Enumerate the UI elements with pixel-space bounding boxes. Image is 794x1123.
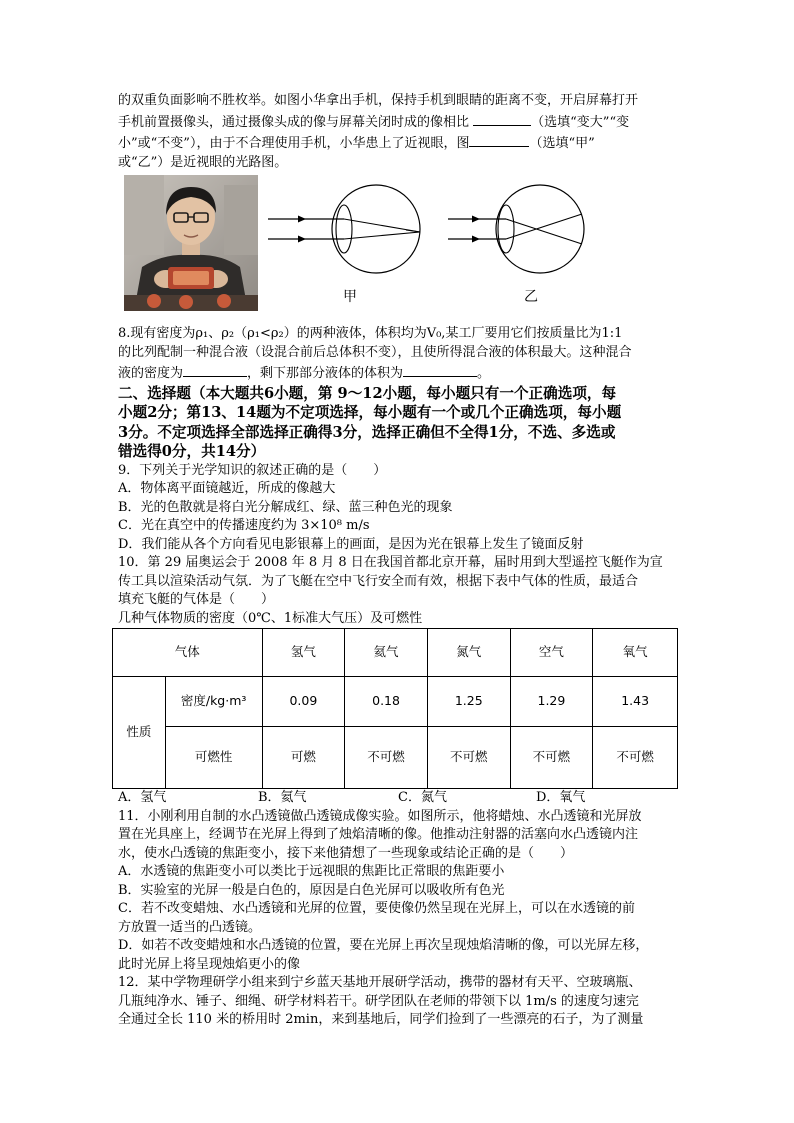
q10-line-1: 10．第 29 届奥运会于 2008 年 8 月 8 日在我国首都北京开幕，届时用到大型遥控飞艇作为宣 <box>118 555 663 570</box>
section-2-heading-line-2: 小题2分；第13、14题为不定项选择，每小题有一个或几个正确选项，每小题 <box>118 404 622 421</box>
flammability-cell: 不可燃 <box>593 727 678 789</box>
eye-diagram-yi <box>446 175 606 323</box>
q9-option-c: C．光在真空中的传播速度约为 3×10⁸ m/s <box>118 518 370 533</box>
q10-option-a: A．氢气 <box>118 790 167 805</box>
q12-line-1: 12．某中学物理研学小组来到宁乡蓝天基地开展研学活动，携带的器材有天平、空玻璃瓶、 <box>118 975 642 990</box>
q12-line-2: 几瓶纯净水、锤子、细绳、研学材料若干。研学团队在老师的带领下以 1m/s 的速度匀速完 <box>118 993 639 1009</box>
gas-name-cell: 氦气 <box>345 629 428 677</box>
density-cell: 1.25 <box>427 677 510 727</box>
q10-option-c: C．氮气 <box>398 790 447 805</box>
q10-option-d: D．氧气 <box>536 790 586 805</box>
q8-line-1: 8.现有密度为ρ₁、ρ₂（ρ₁<ρ₂）的两种液体，体积均为V₀,某工厂要用它们按质量比为1:1 <box>118 326 623 341</box>
flammability-cell: 不可燃 <box>427 727 510 789</box>
q11-option-a: A．水透镜的焦距变小可以类比于远视眼的焦距比正常眼的焦距要小 <box>118 864 505 879</box>
q8-answer-blank-1[interactable] <box>183 362 247 377</box>
q10-line-2: 传工具以渲染活动气氛．为了飞艇在空中飞行安全而有效，根据下表中气体的性质，最适合 <box>118 573 639 589</box>
flammability-label-cell: 可燃性 <box>165 727 262 789</box>
q10-options <box>118 789 678 808</box>
density-cell: 0.18 <box>345 677 428 727</box>
gas-property-table <box>112 628 678 789</box>
figure-label-jia: 甲 <box>343 289 357 305</box>
q11-line-2: 置在光具座上，经调节在光屏上得到了烛焰清晰的像。他推动注射器的活塞向水凸透镜内注 <box>118 827 639 842</box>
q12-line-3: 全通过全长 110 米的桥用时 2min，来到基地后，同学们捡到了一些漂亮的石子，为了测量 <box>118 1012 644 1027</box>
q10-table-caption: 几种气体物质的密度（0℃、1标准大气压）及可燃性 <box>118 610 423 626</box>
photo-boy-with-phone <box>124 175 258 311</box>
worksheet-page <box>118 92 678 1030</box>
q9-option-a: A．物体离平面镜越近，所成的像越大 <box>118 481 336 496</box>
q7-line-2 <box>118 111 678 133</box>
gas-name-cell: 氮气 <box>427 629 510 677</box>
property-label-cell: 性质 <box>113 677 166 789</box>
q7-figure-row <box>118 175 678 323</box>
section-2-heading-line-3: 3分。不定项选择全部选择正确得3分，选择正确但不全得1分，不选、多选或 <box>118 423 616 441</box>
density-cell: 1.43 <box>593 677 678 727</box>
q7-line-2-tail: （选填“变大”“变 <box>531 114 630 130</box>
q7-line-3-tail: （选填“甲” <box>529 136 595 151</box>
q8-line-3-c: 。 <box>477 366 491 381</box>
flammability-cell: 不可燃 <box>345 727 428 789</box>
table-row <box>113 629 678 677</box>
q7-answer-blank-2[interactable] <box>469 132 529 147</box>
q11-line-1: 11．小刚利用自制的水凸透镜做凸透镜成像实验。如图所示，他将蜡烛、水凸透镜和光屏放 <box>118 808 642 824</box>
flammability-cell: 不可燃 <box>510 727 593 789</box>
q11-line-3: 水，使水凸透镜的焦距变小，接下来他猜想了一些现象或结论正确的是（ ） <box>118 845 574 861</box>
table-row <box>113 727 678 789</box>
section-2-heading-line-4: 错选得0分，共14分） <box>118 443 266 460</box>
q9-option-b: B．光的色散就是将白光分解成红、绿、蓝三种色光的现象 <box>118 499 453 515</box>
q11-option-b: B．实验室的光屏一般是白色的，原因是白色光屏可以吸收所有色光 <box>118 882 505 898</box>
section-2-heading-line-1: 二、选择题（本大题共6小题，第 9～12小题，每小题只有一个正确选项，每 <box>118 384 617 402</box>
flammability-cell: 可燃 <box>262 727 345 789</box>
q7-answer-blank-1[interactable] <box>473 111 531 126</box>
q9-stem: 9．下列关于光学知识的叙述正确的是（ ） <box>118 462 387 478</box>
q10-line-3: 填充飞艇的气体是（ ） <box>118 592 275 607</box>
q7-line-3-text: 小”或“不变”），由于不合理使用手机，小华患上了近视眼，图 <box>118 136 470 151</box>
q11-option-c-line-1: C．若不改变蜡烛、水凸透镜和光屏的位置，要使像仍然呈现在光屏上，可以在水透镜的前 <box>118 901 635 916</box>
q7-line-2-text: 手机前置摄像头，通过摄像头成的像与屏幕关闭时成的像相比 <box>118 114 470 130</box>
q11-option-d-line-2: 此时光屏上将呈现烛焰更小的像 <box>118 956 301 972</box>
q11-option-c-line-2: 方放置一适当的凸透镜。 <box>118 919 262 935</box>
q11-option-d-line-1: D．如若不改变蜡烛和水凸透镜的位置，要在光屏上再次呈现烛焰清晰的像，可以光屏左移， <box>118 938 649 953</box>
q9-option-d: D．我们能从各个方向看见电影银幕上的画面，是因为光在银幕上发生了镜面反射 <box>118 536 584 552</box>
q8-line-3 <box>118 362 678 384</box>
density-cell: 1.29 <box>510 677 593 727</box>
density-cell: 0.09 <box>262 677 345 727</box>
q7-line-1: 的双重负面影响不胜枚举。如图小华拿出手机，保持手机到眼睛的距离不变，开启屏幕打开 <box>118 93 639 108</box>
gas-name-cell: 氧气 <box>593 629 678 677</box>
density-label-cell: 密度/kg·m³ <box>165 677 262 727</box>
q8-line-3-a: 液的密度为 <box>118 366 184 381</box>
q8-line-2: 的比列配制一种混合液（设混合前后总体积不变），且使所得混合液的体积最大。这种混合 <box>118 344 632 360</box>
gas-header-cell: 气体 <box>113 629 263 677</box>
gas-name-cell: 空气 <box>510 629 593 677</box>
gas-name-cell: 氢气 <box>262 629 345 677</box>
q7-line-4: 或“乙”）是近视眼的光路图。 <box>118 154 288 170</box>
q8-line-3-b: ，剩下那部分液体的体积为 <box>247 366 404 381</box>
eye-diagram-jia <box>266 175 426 323</box>
table-row <box>113 677 678 727</box>
q7-line-3 <box>118 132 678 154</box>
figure-label-yi: 乙 <box>524 289 538 305</box>
q10-option-b: B．氦气 <box>258 790 307 805</box>
q8-answer-blank-2[interactable] <box>403 362 477 377</box>
